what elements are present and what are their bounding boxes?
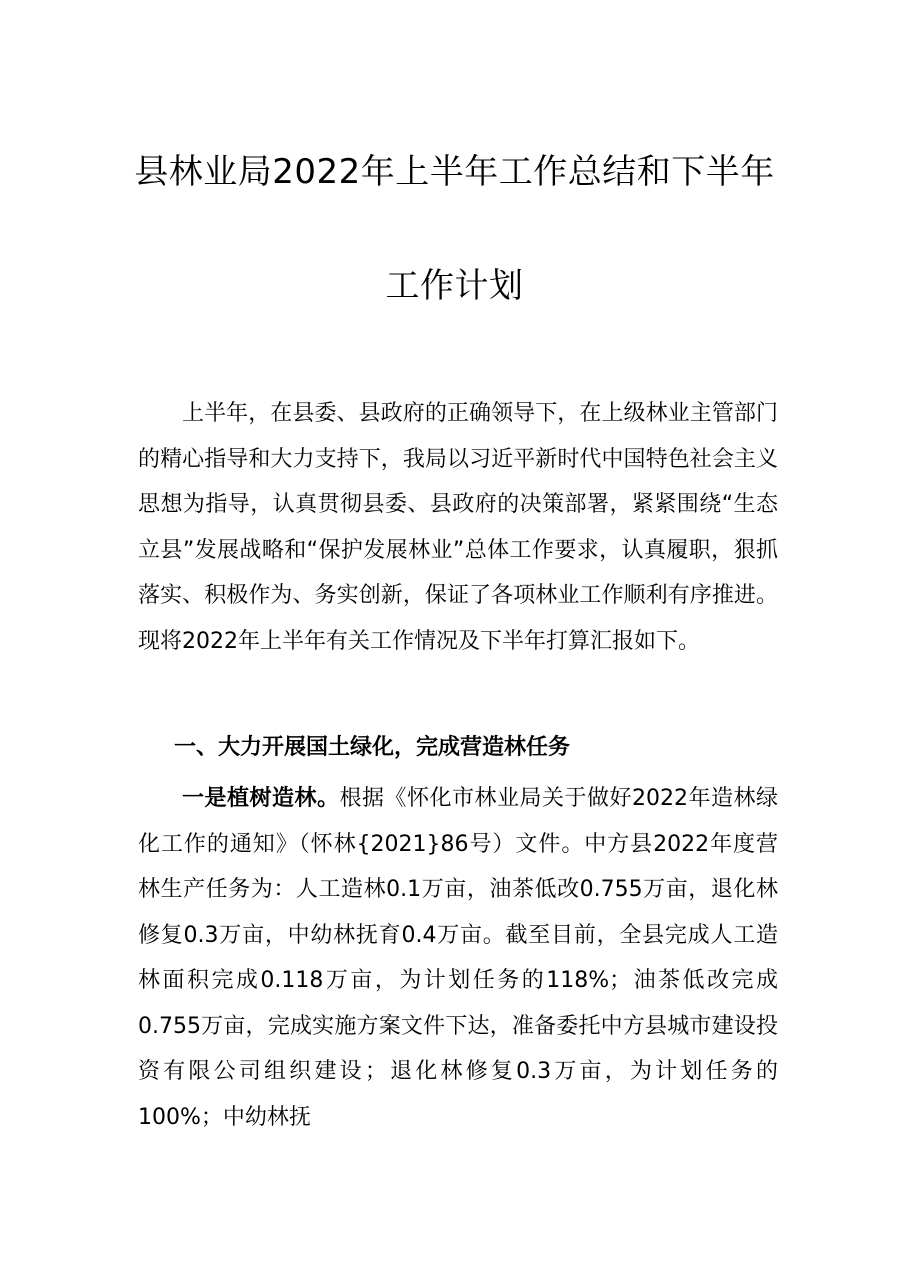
section-heading: 一、大力开展国土绿化，完成营造林任务 [174, 735, 571, 760]
paragraph-body: 根据《怀化市林业局关于做好2022年造林绿化工作的通知》（怀林{2021}86号）文件。中方县2022年度营林生产任务为：人工造林0.1万亩，油茶低改0.755万亩，退化林修复0.3万亩，中幼林抚育0.4万亩。截至目前，全县完成人工造林面积完成0.118万亩，为计划任务的118%；油茶低改完成0.755万亩，完成实施方案文件下达，准备委托中方县城市建设投资有限公司组织建设；退化林修复0.3万亩，为计划任务的100%；中幼林抚 [138, 786, 778, 1130]
document-title-line-1: 县林业局2022年上半年工作总结和下半年 [134, 152, 775, 192]
section-paragraph [138, 776, 778, 1140]
intro-paragraph: 上半年，在县委、县政府的正确领导下，在上级林业主管部门的精心指导和大力支持下，我局以习近平新时代中国特色社会主义思想为指导，认真贯彻县委、县政府的决策部署，紧紧围绕“生态立县”发展战略和“保护发展林业”总体工作要求，认真履职，狠抓落实、积极作为、务实创新，保证了各项林业工作顺利有序推进。现将2022年上半年有关工作情况及下半年打算汇报如下。 [138, 401, 778, 654]
paragraph-lead: 一是植树造林。 [182, 786, 340, 811]
document-title-line-2: 工作计划 [385, 266, 524, 306]
